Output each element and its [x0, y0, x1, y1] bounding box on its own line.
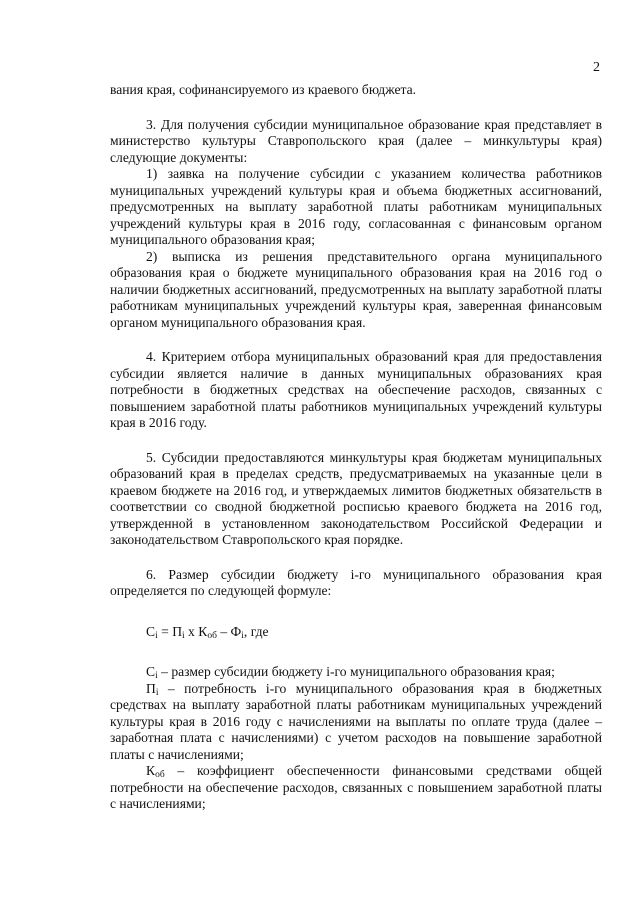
paragraph-clause-6: 6. Размер субсидии бюджету i-го муниципального образования края определяется по следующей формуле:	[110, 566, 602, 598]
paragraph-clause-3: 3. Для получения субсидии муниципальное образование края представляет в министерство культуры Ставропольского края (далее – минкультуры края) следующие документы:	[110, 116, 602, 165]
definition-k: $К_{об}$ – коэффициент обеспеченности финансовыми средствами общей потребности на обеспечение расходов, связанных с повышением заработной платы с начислениями;	[110, 763, 602, 811]
paragraph-clause-5: 5. Субсидии предоставляются минкультуры края бюджетам муниципальных образований края в пределах средств, предусматриваемых на указанные цели в краевом бюджете на 2016 год, и утверждаемых лимитов бюджетных обязательств в соответствии со сводной бюджетной росписью краевого бюджета на 2016 год, утвержденной в установленном законодательством Российской Федерации и законодательством Ставропольского края порядке.	[110, 449, 602, 547]
paragraph-clause-4: 4. Критерием отбора муниципальных образований края для предоставления субсидии является наличие в данных муниципальных образованиях края потребности в бюджетных средствах на обеспечение расходов, связанных с повышением заработной платы работников муниципальных учреждений культуры края в 2016 году.	[110, 349, 602, 430]
definition-c: $С_i$ – размер субсидии бюджету i-го муниципального образования края;	[146, 664, 555, 681]
page-number: 2	[593, 60, 600, 75]
document-body	[110, 82, 602, 813]
formula: $С_i = П_i$ х $К_{об} - Ф_i$, где	[146, 623, 269, 641]
paragraph-item-1: 1) заявка на получение субсидии с указанием количества работников муниципальных учреждений культуры края и объема бюджетных ассигнований, предусмотренных на выплату заработной платы работникам муниципальных учреждений культуры края в 2016 году, согласованная с финансовым органом муниципального образования края;	[110, 166, 602, 247]
paragraph-item-2: 2) выписка из решения представительного органа муниципального образования края о бюджете муниципального образования края на 2016 год о наличии бюджетных ассигнований, предусмотренных на выплату заработной платы работникам муниципальных учреждений культуры края, заверенная финансовым органом муниципального образования края.	[110, 248, 602, 330]
paragraph-continuation: вания края, софинансируемого из краевого бюджета.	[110, 82, 417, 97]
definition-p: $П_i$ – потребность i-го муниципального образования края в бюджетных средствах на выплату заработной платы работникам муниципальных учреждений культуры края в 2016 году с начислениями на выплаты по оплате труда (далее – заработная плата с начислениями) с учетом расходов на повышение заработной платы с начислениями;	[110, 680, 602, 762]
